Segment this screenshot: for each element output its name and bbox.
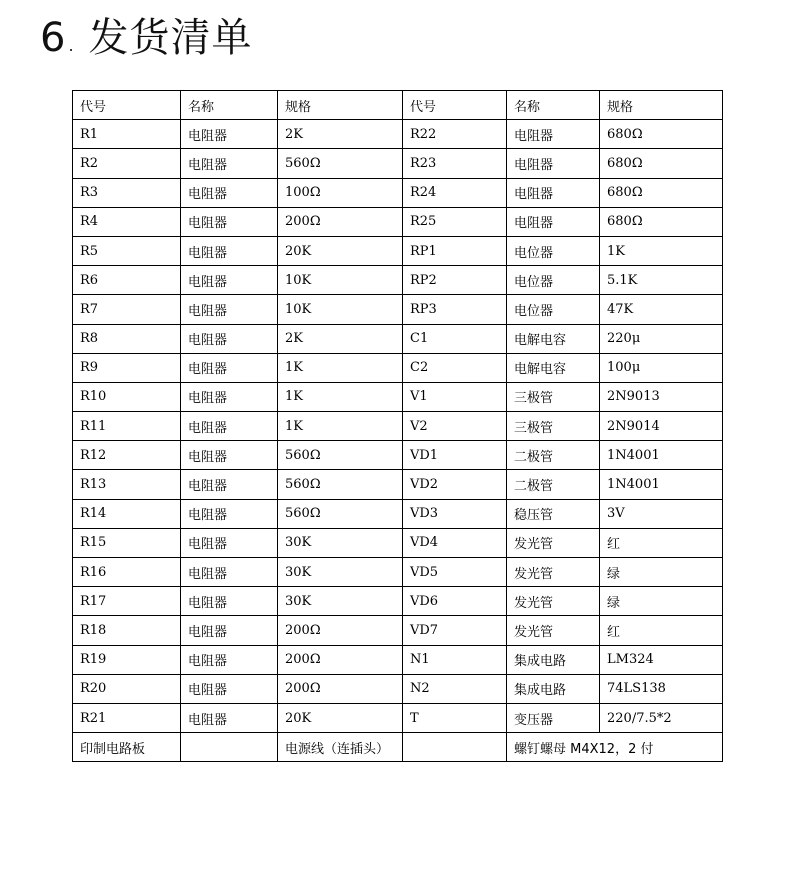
cell-code-left: R7 xyxy=(73,295,181,324)
cell-name-right: 发光管 xyxy=(507,528,600,557)
cell-spec-right: 绿 xyxy=(600,587,723,616)
cell-code-left: R19 xyxy=(73,645,181,674)
cell-spec-right: 红 xyxy=(600,616,723,645)
cell-name-right: 集成电路 xyxy=(507,674,600,703)
cell-name-right: 电位器 xyxy=(507,295,600,324)
cell-spec-right: 74LS138 xyxy=(600,674,723,703)
header-code-left: 代号 xyxy=(73,91,181,120)
cell-code-left: R11 xyxy=(73,412,181,441)
cell-spec-left: 20K xyxy=(278,703,403,732)
cell-spec-left: 200Ω xyxy=(278,616,403,645)
cell-code-right: VD4 xyxy=(403,528,507,557)
cell-spec-right: 1N4001 xyxy=(600,441,723,470)
cell-name-left: 电阻器 xyxy=(181,353,278,382)
section-title-text: 发货清单 xyxy=(88,15,253,61)
cell-spec-right: 680Ω xyxy=(600,120,723,149)
cell-code-left: R16 xyxy=(73,558,181,587)
table-body xyxy=(73,120,723,733)
table-row xyxy=(73,528,723,557)
header-spec-right: 规格 xyxy=(600,91,723,120)
table-footer-row xyxy=(73,733,723,762)
cell-spec-left: 2K xyxy=(278,120,403,149)
cell-code-left: R17 xyxy=(73,587,181,616)
cell-spec-right: 1K xyxy=(600,236,723,265)
cell-code-left: R2 xyxy=(73,149,181,178)
header-name-left: 名称 xyxy=(181,91,278,120)
table-row xyxy=(73,499,723,528)
cell-spec-left: 30K xyxy=(278,558,403,587)
cell-code-right: VD6 xyxy=(403,587,507,616)
cell-name-right: 发光管 xyxy=(507,587,600,616)
footer-empty-cell xyxy=(403,733,507,762)
cell-name-left: 电阻器 xyxy=(181,120,278,149)
cell-name-left: 电阻器 xyxy=(181,645,278,674)
cell-code-right: VD1 xyxy=(403,441,507,470)
cell-name-right: 集成电路 xyxy=(507,645,600,674)
footer-screws-cell: 螺钉螺母 M4X12，2 付 xyxy=(507,733,723,762)
cell-spec-left: 560Ω xyxy=(278,499,403,528)
cell-spec-left: 2K xyxy=(278,324,403,353)
cell-spec-left: 560Ω xyxy=(278,470,403,499)
table-row xyxy=(73,149,723,178)
cell-name-right: 二极管 xyxy=(507,441,600,470)
cell-code-left: R20 xyxy=(73,674,181,703)
cell-spec-left: 560Ω xyxy=(278,441,403,470)
cell-name-left: 电阻器 xyxy=(181,295,278,324)
cell-spec-right: 220/7.5*2 xyxy=(600,703,723,732)
table-row xyxy=(73,120,723,149)
cell-spec-left: 560Ω xyxy=(278,149,403,178)
cell-spec-right: 2N9014 xyxy=(600,412,723,441)
cell-spec-right: 绿 xyxy=(600,558,723,587)
cell-name-left: 电阻器 xyxy=(181,616,278,645)
cell-code-left: R12 xyxy=(73,441,181,470)
cell-spec-left: 10K xyxy=(278,266,403,295)
table-row xyxy=(73,703,723,732)
cell-code-right: R22 xyxy=(403,120,507,149)
cell-code-left: R1 xyxy=(73,120,181,149)
table-row xyxy=(73,295,723,324)
cell-code-right: VD5 xyxy=(403,558,507,587)
table-row xyxy=(73,645,723,674)
table-row xyxy=(73,382,723,411)
cell-spec-right: 680Ω xyxy=(600,207,723,236)
cell-name-right: 发光管 xyxy=(507,616,600,645)
cell-name-right: 稳压管 xyxy=(507,499,600,528)
cell-spec-right: LM324 xyxy=(600,645,723,674)
cell-spec-left: 200Ω xyxy=(278,645,403,674)
cell-spec-left: 200Ω xyxy=(278,674,403,703)
table-row xyxy=(73,412,723,441)
cell-spec-left: 20K xyxy=(278,236,403,265)
cell-code-right: C2 xyxy=(403,353,507,382)
cell-spec-right: 47K xyxy=(600,295,723,324)
cell-name-left: 电阻器 xyxy=(181,266,278,295)
cell-code-left: R5 xyxy=(73,236,181,265)
table-row xyxy=(73,616,723,645)
cell-name-left: 电阻器 xyxy=(181,674,278,703)
cell-spec-left: 1K xyxy=(278,382,403,411)
cell-code-right: RP1 xyxy=(403,236,507,265)
cell-code-left: R21 xyxy=(73,703,181,732)
header-spec-left: 规格 xyxy=(278,91,403,120)
cell-name-right: 电阻器 xyxy=(507,207,600,236)
table-row xyxy=(73,587,723,616)
cell-name-left: 电阻器 xyxy=(181,178,278,207)
table-row xyxy=(73,441,723,470)
cell-code-right: R25 xyxy=(403,207,507,236)
cell-code-left: R3 xyxy=(73,178,181,207)
cell-name-right: 电位器 xyxy=(507,236,600,265)
cell-name-right: 发光管 xyxy=(507,558,600,587)
cell-spec-left: 100Ω xyxy=(278,178,403,207)
cell-name-left: 电阻器 xyxy=(181,558,278,587)
cell-code-right: RP2 xyxy=(403,266,507,295)
cell-name-left: 电阻器 xyxy=(181,587,278,616)
cell-spec-right: 680Ω xyxy=(600,149,723,178)
cell-code-left: R18 xyxy=(73,616,181,645)
cell-spec-right: 3V xyxy=(600,499,723,528)
table-header-row xyxy=(73,91,723,120)
cell-spec-right: 1N4001 xyxy=(600,470,723,499)
cell-name-right: 变压器 xyxy=(507,703,600,732)
cell-spec-right: 220μ xyxy=(600,324,723,353)
cell-spec-right: 2N9013 xyxy=(600,382,723,411)
cell-spec-left: 30K xyxy=(278,587,403,616)
table-row xyxy=(73,207,723,236)
table-row xyxy=(73,178,723,207)
cell-code-left: R4 xyxy=(73,207,181,236)
cell-name-left: 电阻器 xyxy=(181,499,278,528)
cell-code-left: R9 xyxy=(73,353,181,382)
cell-spec-left: 1K xyxy=(278,353,403,382)
cell-code-right: VD7 xyxy=(403,616,507,645)
header-code-right: 代号 xyxy=(403,91,507,120)
cell-code-left: R13 xyxy=(73,470,181,499)
cell-code-right: N1 xyxy=(403,645,507,674)
cell-code-right: C1 xyxy=(403,324,507,353)
cell-spec-right: 680Ω xyxy=(600,178,723,207)
cell-name-left: 电阻器 xyxy=(181,149,278,178)
cell-code-right: V2 xyxy=(403,412,507,441)
cell-name-right: 三极管 xyxy=(507,382,600,411)
cell-spec-left: 200Ω xyxy=(278,207,403,236)
table-row xyxy=(73,236,723,265)
cell-spec-right: 红 xyxy=(600,528,723,557)
cell-code-left: R6 xyxy=(73,266,181,295)
cell-code-left: R15 xyxy=(73,528,181,557)
cell-code-left: R8 xyxy=(73,324,181,353)
cell-name-right: 电阻器 xyxy=(507,149,600,178)
cell-spec-right: 5.1K xyxy=(600,266,723,295)
header-name-right: 名称 xyxy=(507,91,600,120)
cell-name-right: 三极管 xyxy=(507,412,600,441)
section-number: 6 xyxy=(40,15,67,61)
cell-code-left: R14 xyxy=(73,499,181,528)
cell-spec-left: 10K xyxy=(278,295,403,324)
cell-name-right: 电阻器 xyxy=(507,178,600,207)
cell-code-right: VD2 xyxy=(403,470,507,499)
table-row xyxy=(73,353,723,382)
table-row xyxy=(73,470,723,499)
cell-name-right: 电位器 xyxy=(507,266,600,295)
cell-name-left: 电阻器 xyxy=(181,236,278,265)
cell-spec-left: 30K xyxy=(278,528,403,557)
footer-pcb-cell: 印制电路板 xyxy=(73,733,181,762)
cell-spec-right: 100μ xyxy=(600,353,723,382)
cell-code-right: R24 xyxy=(403,178,507,207)
cell-name-left: 电阻器 xyxy=(181,382,278,411)
table-row xyxy=(73,266,723,295)
shipping-list-table xyxy=(72,90,723,762)
table-row xyxy=(73,324,723,353)
cell-name-right: 电阻器 xyxy=(507,120,600,149)
cell-code-right: T xyxy=(403,703,507,732)
cell-name-left: 电阻器 xyxy=(181,412,278,441)
cell-code-right: R23 xyxy=(403,149,507,178)
cell-name-left: 电阻器 xyxy=(181,324,278,353)
cell-code-right: N2 xyxy=(403,674,507,703)
cell-name-left: 电阻器 xyxy=(181,207,278,236)
cell-spec-left: 1K xyxy=(278,412,403,441)
table-row xyxy=(73,674,723,703)
cell-name-right: 电解电容 xyxy=(507,353,600,382)
cell-code-left: R10 xyxy=(73,382,181,411)
cell-name-left: 电阻器 xyxy=(181,441,278,470)
section-dot: . xyxy=(68,36,75,55)
cell-code-right: RP3 xyxy=(403,295,507,324)
cell-code-right: VD3 xyxy=(403,499,507,528)
cell-name-left: 电阻器 xyxy=(181,470,278,499)
cell-name-left: 电阻器 xyxy=(181,703,278,732)
footer-empty-cell xyxy=(181,733,278,762)
page-title xyxy=(40,12,253,72)
cell-name-left: 电阻器 xyxy=(181,528,278,557)
table-row xyxy=(73,558,723,587)
footer-power-cord-cell: 电源线（连插头） xyxy=(278,733,403,762)
cell-code-right: V1 xyxy=(403,382,507,411)
cell-name-right: 二极管 xyxy=(507,470,600,499)
cell-name-right: 电解电容 xyxy=(507,324,600,353)
